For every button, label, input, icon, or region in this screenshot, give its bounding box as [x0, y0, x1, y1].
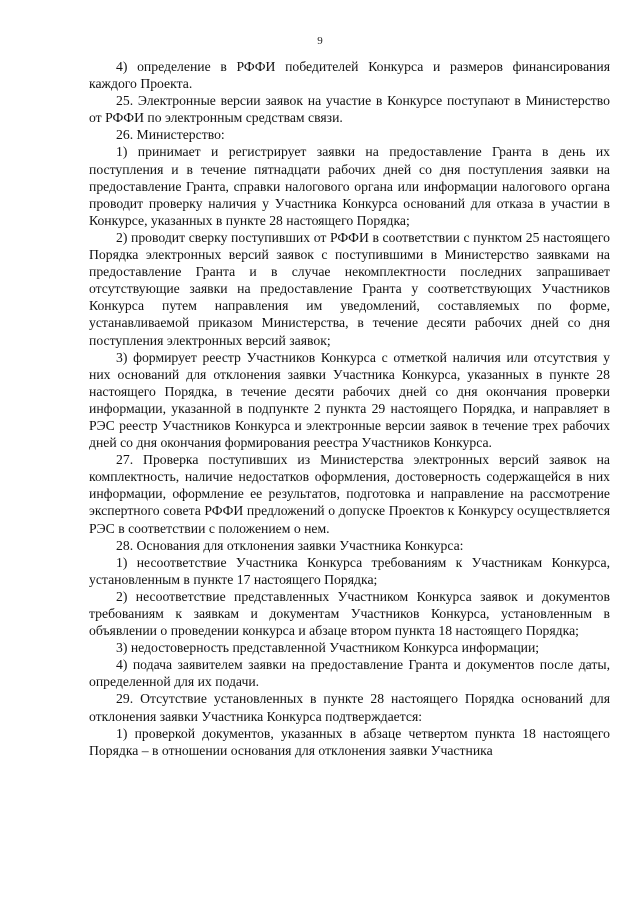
paragraph-28-item-1: 1) несоответствие Участника Конкурса требованиям к Участникам Конкурса, установленным в пункте 17 настоящего Порядка;: [89, 554, 610, 587]
document-body: [89, 58, 610, 759]
paragraph-29-item-1: 1) проверкой документов, указанных в абзаце четвертом пункта 18 настоящего Порядка – в отношении основания для отклонения заявки Участника: [89, 725, 610, 758]
paragraph-27: 27. Проверка поступивших из Министерства электронных версий заявок на комплектность, наличие недостатков оформления, достоверность содержащейся в них информации, оформление ее результатов, подготовка и направление на рассмотрение экспертного совета РФФИ предложений о допуске Проектов к Конкурсу осуществляется РЭС в соответствии с положением о нем.: [89, 452, 610, 536]
paragraph-28-item-3: 3) недостоверность представленной Участником Конкурса информации;: [116, 640, 540, 656]
paragraph-26-item-1: 1) принимает и регистрирует заявки на предоставление Гранта в день их поступления и в течение пятнадцати рабочих дней со дня поступления заявки на предоставление Гранта, справки налогового органа или информации налогового органа проводит проверку наличия у Участника Конкурса оснований для отказа в участии в Конкурсе, указанных в пункте 28 настоящего Порядка;: [89, 144, 610, 228]
paragraph-26-item-3: 3) формирует реестр Участников Конкурса с отметкой наличия или отсутствия у них оснований для отклонения заявки Участника Конкурса, указанных в пункте 28 настоящего Порядка, в течение десяти рабочих дней со дня окончания проверки информации, указанной в подпункте 2 пункта 29 настоящего Порядка, и направляет в РЭС реестр Участников Конкурса и электронные версии заявок в течение трех рабочих дней со дня окончания формирования реестра Участников Конкурса.: [89, 349, 610, 451]
paragraph-25: 25. Электронные версии заявок на участие в Конкурсе поступают в Министерство от РФФИ по электронным средствам связи.: [89, 93, 610, 126]
paragraph-29-heading: 29. Отсутствие установленных в пункте 28 настоящего Порядка оснований для отклонения заявки Участника Конкурса подтверждается:: [89, 691, 610, 724]
paragraph-26-item-2: 2) проводит сверку поступивших от РФФИ в соответствии с пунктом 25 настоящего Порядка электронных версий заявок с поступившими в Министерство заявками на предоставление Гранта и в случае некомплектности последних запрашивает отсутствующие заявки на предоставление Гранта у соответствующих Участников Конкурса путем направления им уведомлений, составляемых по форме, устанавливаемой приказом Министерства, в течение десяти рабочих дней со дня поступления электронных версий заявок;: [89, 229, 610, 348]
page-number: 9: [317, 35, 323, 47]
paragraph-28-item-2: 2) несоответствие представленных Участником Конкурса заявок и документов требованиям к заявкам и документам Участников Конкурса, установленным в объявлении о проведении конкурса и абзаце втором пункта 18 настоящего Порядка;: [89, 588, 610, 639]
paragraph-28-heading: 28. Основания для отклонения заявки Участника Конкурса:: [116, 537, 464, 553]
paragraph-24-item-4: 4) определение в РФФИ победителей Конкурса и размеров финансирования каждого Проекта.: [89, 59, 610, 92]
paragraph-26-heading: 26. Министерство:: [116, 127, 225, 143]
paragraph-28-item-4: 4) подача заявителем заявки на предоставление Гранта и документов после даты, определенной для их подачи.: [89, 657, 610, 690]
